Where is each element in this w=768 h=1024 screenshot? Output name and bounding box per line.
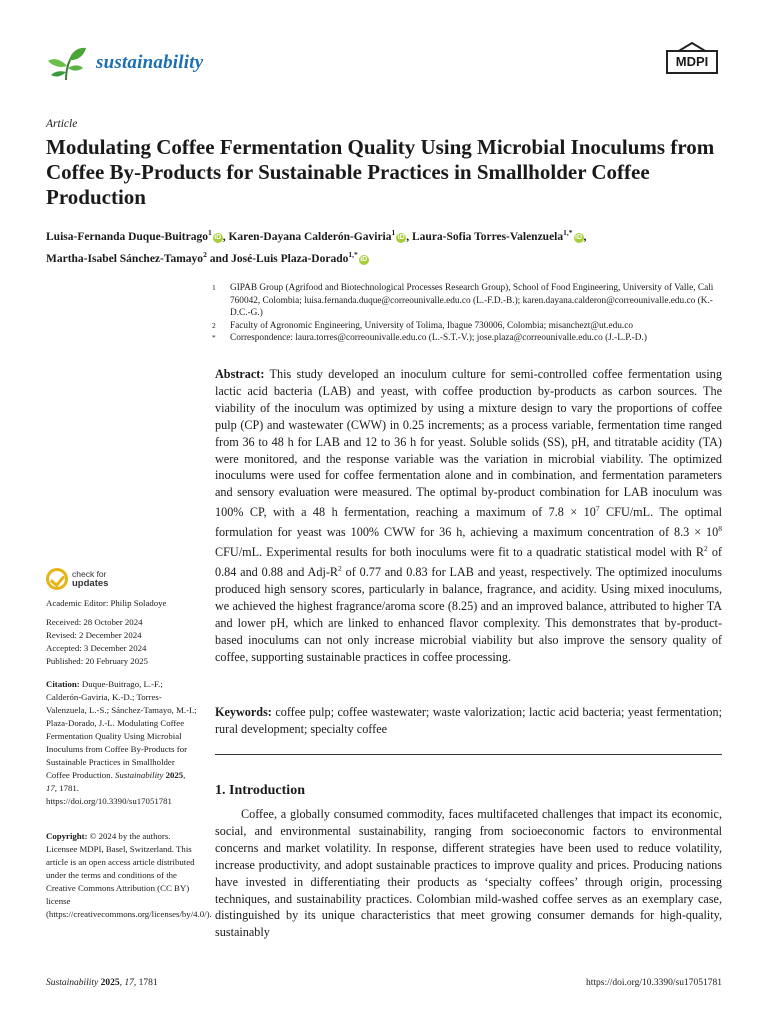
article-title: Modulating Coffee Fermentation Quality Using Microbial Inoculums from Coffee By-Products for Sustainable Practices in Smallholder Coffee Production xyxy=(46,135,715,209)
keywords-label: Keywords: xyxy=(215,705,272,719)
footer-journal: Sustainability xyxy=(46,978,99,988)
published-date: Published: 20 February 2025 xyxy=(46,656,148,666)
footer-vol: 17 xyxy=(124,978,134,988)
check-for-updates-icon xyxy=(46,568,68,590)
author-sup: 1,* xyxy=(348,249,358,259)
footer-page: , 1781 xyxy=(133,978,158,988)
affiliation-number: * xyxy=(212,333,216,343)
accepted-date: Accepted: 3 December 2024 xyxy=(46,643,147,653)
copyright-label: Copyright: xyxy=(46,831,88,841)
author-name[interactable]: Martha-Isabel Sánchez-Tamayo xyxy=(46,252,204,265)
check-line1: check for xyxy=(72,569,107,579)
abstract-text: This study developed an inoculum culture for semi-controlled coffee fermentation using lactic acid bacteria (LAB) and yeast, with coffee production by-products as carbon sources. The viability of the inoculum was optimized by using a mixture design to vary the proportions of coffee pulp (CP) and wastewater (CWW) in 0.25 increments; as a process variable, fermentation time ranged from 36 to 48 h for LAB and 12 to 36 h for yeast. Soluble solids (SS), pH, and titratable acidity (TA) were monitored, and the response variable was the variation in microbial viability. The optimized inoculums were used for coffee fermentation alone and in combination, and fermentation parameters and sensory evaluation were measured. The optimal by-product combination for LAB inoculum was 100% CP, with a 48 h fermentation, reaching a maximum of 7.8 × 10 xyxy=(215,367,722,520)
affiliation-number: 1 xyxy=(212,283,216,292)
citation-journal: Sustainability xyxy=(114,770,164,780)
journal-logo[interactable] xyxy=(46,44,203,82)
abstract-label: Abstract: xyxy=(215,367,265,381)
abstract-text: CFU/mL. The optimal formulation for yeast was 100% CWW for 36 h, achieving a maximum concentration of 8.3 × 10 xyxy=(215,505,722,540)
abstract xyxy=(215,366,722,666)
abstract-sup: 2 xyxy=(338,564,342,574)
affiliation-text: Faculty of Agronomic Engineering, University of Tolima, Ibague 730006, Colombia; misanchezt@ut.edu.co xyxy=(230,320,634,331)
affiliations xyxy=(212,282,732,345)
abstract-text: of 0.77 and 0.83 for LAB and yeast, respectively. The optimized inoculums produced high sensory scores, particularly in balance, fragrance, and acidity. Using mixed inoculums, we achieved the highest fragrance/aroma score (8.25) and an improved balance, attributed to higher TA and lower pH, which are linked to enhanced flavor complexity. This demonstrates that by-product-based inoculums can not only increase microbial viability but also improve the sensory quality of coffee, supporting sustainable practices in coffee processing. xyxy=(215,565,722,664)
author-sup: 1 xyxy=(391,228,396,237)
author-and: and xyxy=(209,252,229,265)
affiliation-item xyxy=(212,320,732,333)
footer-doi-link[interactable]: https://doi.org/10.3390/su17051781 xyxy=(585,978,722,988)
dates xyxy=(46,616,198,668)
abstract-sup: 2 xyxy=(704,544,708,554)
check-for-updates-button[interactable] xyxy=(46,568,108,590)
affiliation-item xyxy=(212,282,732,320)
author-name[interactable]: Laura-Sofia Torres-Valenzuela xyxy=(412,230,564,243)
affiliation-text: GIPAB Group (Agrifood and Biotechnological Processes Research Group), School of Food Engineering, University of Valle, Cali 760042, Colombia; luisa.fernanda.duque@correounivalle.edu.co (L.-F.D.-B.); karen.dayana.calderon@correounivalle.edu.co (K.-D.C.-G.) xyxy=(230,283,714,319)
academic-editor: Academic Editor: Philip Soladoye xyxy=(46,598,167,608)
sustainability-leaf-logo-icon xyxy=(46,44,88,82)
mdpi-logo[interactable]: MDPI xyxy=(666,50,718,74)
citation-doi[interactable]: , 1781. https://doi.org/10.3390/su17051781 xyxy=(46,783,172,806)
orcid-icon[interactable]: iD xyxy=(575,233,582,241)
abstract-sup: 8 xyxy=(718,524,722,534)
citation-label: Citation: xyxy=(46,679,80,689)
keywords xyxy=(215,704,722,738)
keywords-text: coffee pulp; coffee wastewater; waste valorization; lactic acid bacteria; yeast fermentation; rural development; specialty coffee xyxy=(215,705,723,736)
check-line2: updates xyxy=(72,578,109,589)
author-name[interactable]: José-Luis Plaza-Dorado xyxy=(231,252,349,265)
author-name[interactable]: Luisa-Fernanda Duque-Buitrago xyxy=(46,230,208,243)
abstract-text: CFU/mL. Experimental results for both inoculums were fit to a quadratic statistical model with R xyxy=(215,545,705,560)
received-date: Received: 28 October 2024 xyxy=(46,617,143,627)
journal-name: sustainability xyxy=(96,52,204,73)
affiliation-text: Correspondence: laura.torres@correounivalle.edu.co (L.-S.T.-V.); jose.plaza@correounivalle.edu.co (J.-L.P.-D.) xyxy=(230,333,647,344)
abstract-text: of 0.84 and 0.88 and Adj-R xyxy=(215,545,722,580)
orcid-icon[interactable]: iD xyxy=(397,233,405,241)
check-for-updates-label xyxy=(72,570,108,588)
affiliation-item xyxy=(212,332,732,345)
affiliation-number: 2 xyxy=(212,320,216,330)
citation-vol: 17 xyxy=(46,783,55,793)
orcid-icon[interactable]: iD xyxy=(360,255,368,263)
copyright-text: © 2024 by the authors. Licensee MDPI, Basel, Switzerland. This article is an open access article distributed under the terms and conditions of the Creative Commons Attribution (CC BY) license (https://creativecommons.org/licenses/by/4.0/). xyxy=(46,831,212,919)
author-sup: 1,* xyxy=(563,228,573,237)
footer-year: 2025 xyxy=(100,978,120,988)
citation-year: 2025 xyxy=(165,770,184,780)
orcid-icon[interactable]: iD xyxy=(214,233,222,241)
author-name[interactable]: Karen-Dayana Calderón-Gaviria xyxy=(228,230,392,243)
intro-paragraph: Coffee, a globally consumed commodity, faces multifaceted challenges that impact its economic, social, and environmental sustainability, ranging from socioeconomic factors to environmental concerns and market volatility. In response, different strategies have been used to reduce volatility, increase productivity, and adopt sustainable practices to improve quality and prices. Producing nations have invested in differentiating their products as ‘specialty coffees’ through origin, processing techniques, and sustainability practices. Colombian mild-washed coffee serves as an exemplary case, distinguished by its unique characteristics that meet growing consumer demands for high-quality, sustainably xyxy=(215,807,722,940)
citation: Citation: Duque-Buitrago, L.-F.; Calderón-Gaviria, K.-D.; Torres-Valenzuela, L.-S.; Sánchez-Tamayo, M.-I.; Plaza-Dorado, J.-L. Modulating Coffee Fermentation Quality Using Microbial Inoculums from Coffee By-Products for Sustainable Practices in Smallholder Coffee Production. Sustainability 2025, 17, 1781. https://doi.org/10.3390/su17051781 xyxy=(46,679,197,806)
author-list: Luisa-Fernanda Duque-Buitrago$^1$iD , Karen-Dayana Calderón-Gaviria$^1$iD , Laura-Sofia Torres-Valenzuela$^{1,*}$iD , Martha-Isabel Sánchez-Tamayo$^2$ and José-Luis Plaza-Dorado$^{1,*}$iD xyxy=(46,228,587,265)
revised-date: Revised: 2 December 2024 xyxy=(46,630,142,640)
section-heading: 1. Introduction xyxy=(215,783,305,798)
footer-citation: Sustainability 2025, 17, 1781 xyxy=(46,978,158,988)
author-sup: 2 xyxy=(203,249,207,259)
section-divider xyxy=(215,754,722,755)
article-type: Article xyxy=(46,118,78,130)
copyright xyxy=(46,830,212,921)
abstract-sup: 7 xyxy=(595,504,600,514)
citation-text: Duque-Buitrago, L.-F.; Calderón-Gaviria, K.-D.; Torres-Valenzuela, L.-S.; Sánchez-Tamayo, M.-I.; Plaza-Dorado, J.-L. Modulating Coffee Fermentation Quality Using Microbial Inoculums from Coffee By-Products for Sustainable Practices in Smallholder Coffee Production. xyxy=(46,679,197,780)
author-sup: 1 xyxy=(207,228,212,237)
